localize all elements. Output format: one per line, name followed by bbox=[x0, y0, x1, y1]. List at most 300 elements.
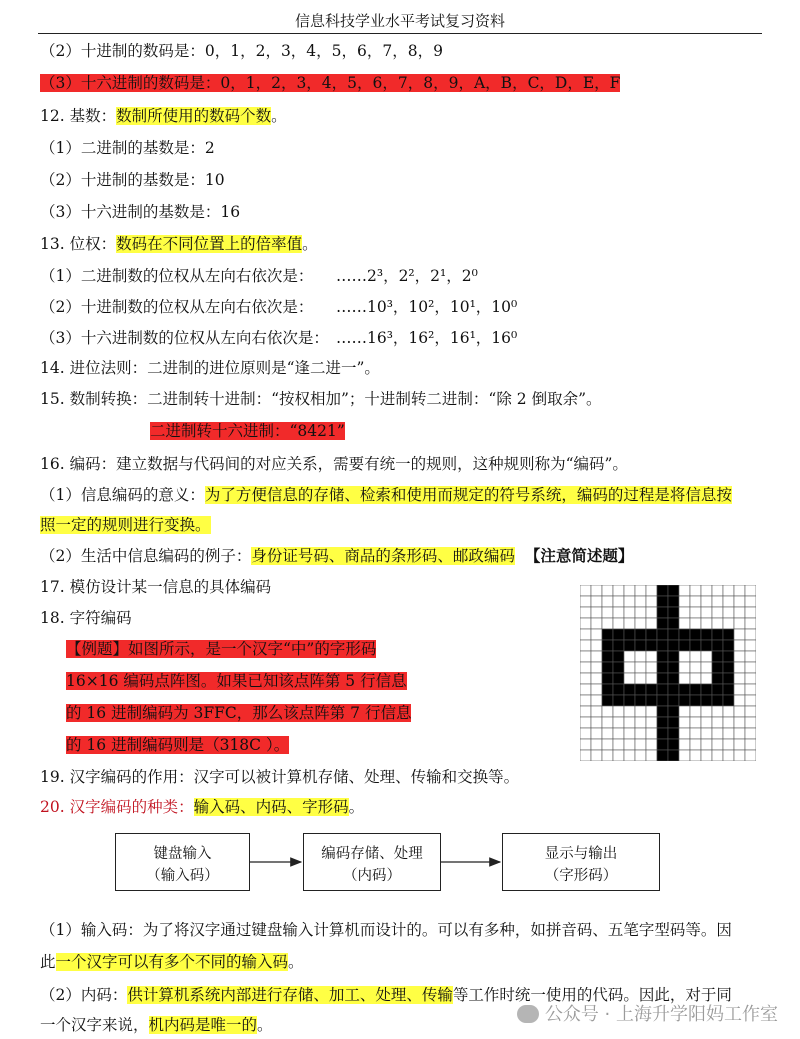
matrix-cell-on bbox=[657, 662, 668, 673]
matrix-cell-off bbox=[580, 618, 591, 629]
yellow-highlight: 机内码是唯一的 bbox=[148, 1016, 258, 1034]
matrix-cell-on bbox=[668, 673, 679, 684]
text-line: （1）输入码：为了将汉字通过键盘输入计算机而设计的。可以有多种，如拼音码、五笔字型码等。因 bbox=[40, 921, 732, 939]
matrix-cell-off bbox=[679, 739, 690, 750]
matrix-cell-off bbox=[734, 651, 745, 662]
matrix-cell-on bbox=[712, 695, 723, 706]
matrix-cell-off bbox=[646, 706, 657, 717]
matrix-cell-off bbox=[602, 585, 613, 596]
matrix-cell-off bbox=[613, 596, 624, 607]
matrix-cell-off bbox=[602, 750, 613, 761]
matrix-cell-off bbox=[745, 717, 756, 728]
text-line bbox=[40, 264, 478, 288]
matrix-cell-off bbox=[646, 662, 657, 673]
matrix-cell-off bbox=[734, 596, 745, 607]
matrix-cell-off bbox=[646, 651, 657, 662]
matrix-cell-off bbox=[679, 585, 690, 596]
matrix-cell-on bbox=[635, 629, 646, 640]
matrix-cell-off bbox=[734, 640, 745, 651]
matrix-cell-off bbox=[745, 607, 756, 618]
matrix-cell-off bbox=[591, 618, 602, 629]
yellow-highlight: 照一定的规则进行变换。 bbox=[40, 516, 211, 534]
matrix-cell-off bbox=[712, 618, 723, 629]
matrix-cell-off bbox=[646, 618, 657, 629]
matrix-cell-on bbox=[646, 695, 657, 706]
matrix-cell-on bbox=[690, 695, 701, 706]
matrix-cell-off bbox=[701, 585, 712, 596]
matrix-cell-on bbox=[712, 662, 723, 673]
matrix-cell-on bbox=[657, 618, 668, 629]
matrix-cell-off bbox=[723, 739, 734, 750]
matrix-cell-on bbox=[657, 728, 668, 739]
matrix-cell-off bbox=[646, 728, 657, 739]
label: （2）内码： bbox=[40, 986, 128, 1004]
yellow-highlight: 身份证号码、商品的条形码、邮政编码 bbox=[251, 547, 515, 565]
matrix-cell-on bbox=[602, 695, 613, 706]
matrix-cell-on bbox=[668, 640, 679, 651]
matrix-cell-off bbox=[712, 596, 723, 607]
matrix-cell-off bbox=[679, 618, 690, 629]
matrix-cell-on bbox=[668, 750, 679, 761]
matrix-cell-on bbox=[602, 651, 613, 662]
matrix-cell-off bbox=[613, 750, 624, 761]
matrix-cell-on bbox=[668, 695, 679, 706]
matrix-cell-off bbox=[701, 717, 712, 728]
matrix-cell-on bbox=[657, 706, 668, 717]
matrix-cell-on bbox=[712, 673, 723, 684]
matrix-cell-off bbox=[690, 596, 701, 607]
text-line bbox=[40, 950, 304, 974]
matrix-cell-off bbox=[723, 596, 734, 607]
matrix-cell-on bbox=[723, 662, 734, 673]
text-line bbox=[66, 733, 289, 757]
matrix-cell-off bbox=[712, 717, 723, 728]
matrix-cell-off bbox=[734, 662, 745, 673]
matrix-cell-on bbox=[668, 662, 679, 673]
matrix-cell-off bbox=[723, 618, 734, 629]
matrix-cell-off bbox=[624, 651, 635, 662]
matrix-cell-on bbox=[657, 684, 668, 695]
yellow-highlight: 数码在不同位置上的倍率值 bbox=[116, 235, 303, 253]
matrix-cell-on bbox=[723, 673, 734, 684]
matrix-cell-off bbox=[635, 596, 646, 607]
matrix-cell-off bbox=[635, 728, 646, 739]
matrix-cell-on bbox=[602, 673, 613, 684]
matrix-cell-off bbox=[624, 618, 635, 629]
matrix-cell-off bbox=[624, 717, 635, 728]
matrix-cell-off bbox=[701, 728, 712, 739]
matrix-cell-off bbox=[591, 739, 602, 750]
matrix-cell-off bbox=[602, 728, 613, 739]
matrix-cell-off bbox=[679, 673, 690, 684]
matrix-cell-off bbox=[613, 585, 624, 596]
matrix-cell-off bbox=[624, 750, 635, 761]
yellow-highlight: 数制所使用的数码个数 bbox=[116, 107, 272, 125]
matrix-cell-off bbox=[580, 596, 591, 607]
matrix-cell-off bbox=[624, 596, 635, 607]
weights: ……10³，10²，10¹，10⁰ bbox=[336, 298, 518, 316]
matrix-cell-on bbox=[613, 662, 624, 673]
matrix-cell-off bbox=[723, 717, 734, 728]
matrix-cell-off bbox=[591, 728, 602, 739]
matrix-cell-on bbox=[657, 750, 668, 761]
matrix-cell-on bbox=[679, 684, 690, 695]
matrix-cell-off bbox=[613, 728, 624, 739]
matrix-cell-off bbox=[734, 739, 745, 750]
matrix-cell-off bbox=[580, 684, 591, 695]
matrix-cell-on bbox=[657, 607, 668, 618]
matrix-cell-on bbox=[679, 640, 690, 651]
text-line bbox=[40, 513, 211, 537]
matrix-cell-off bbox=[613, 739, 624, 750]
text-line bbox=[66, 701, 411, 725]
matrix-cell-off bbox=[635, 618, 646, 629]
label: （2）十进制数的位权从左向右依次是： bbox=[40, 298, 314, 316]
punct: 。 bbox=[348, 798, 365, 816]
matrix-cell-off bbox=[723, 728, 734, 739]
matrix-cell-on bbox=[635, 684, 646, 695]
watermark-text: 公众号 · 上海升学阳妈工作室 bbox=[544, 1004, 778, 1025]
weights: ……2³，2²，2¹，2⁰ bbox=[336, 267, 478, 285]
text-line bbox=[40, 1013, 273, 1037]
matrix-cell-on bbox=[668, 739, 679, 750]
matrix-cell-off bbox=[591, 596, 602, 607]
matrix-cell-off bbox=[602, 739, 613, 750]
matrix-cell-off bbox=[624, 585, 635, 596]
matrix-cell-off bbox=[701, 739, 712, 750]
zhong-dot-matrix bbox=[580, 585, 756, 761]
matrix-cell-off bbox=[712, 585, 723, 596]
yellow-highlight: 一个汉字可以有多个不同的输入码 bbox=[55, 953, 289, 971]
matrix-cell-off bbox=[580, 706, 591, 717]
matrix-cell-on bbox=[668, 618, 679, 629]
matrix-cell-off bbox=[624, 662, 635, 673]
matrix-cell-off bbox=[635, 651, 646, 662]
matrix-cell-on bbox=[657, 695, 668, 706]
matrix-cell-on bbox=[602, 684, 613, 695]
matrix-cell-off bbox=[580, 640, 591, 651]
matrix-cell-off bbox=[734, 717, 745, 728]
matrix-cell-off bbox=[580, 695, 591, 706]
text-line: 17. 模仿设计某一信息的具体编码 bbox=[40, 578, 272, 596]
matrix-cell-off bbox=[580, 651, 591, 662]
matrix-cell-off bbox=[591, 585, 602, 596]
matrix-cell-on bbox=[723, 695, 734, 706]
matrix-cell-on bbox=[602, 629, 613, 640]
matrix-cell-off bbox=[646, 750, 657, 761]
matrix-cell-off bbox=[624, 706, 635, 717]
matrix-cell-on bbox=[635, 695, 646, 706]
matrix-cell-on bbox=[712, 629, 723, 640]
matrix-cell-off bbox=[745, 739, 756, 750]
text-line: （2）十进制的基数是：10 bbox=[40, 171, 225, 189]
text: 一个汉字来说， bbox=[40, 1016, 149, 1034]
matrix-cell-on bbox=[602, 662, 613, 673]
matrix-cell-on bbox=[690, 684, 701, 695]
flow-box-subtitle: （内码） bbox=[343, 868, 401, 884]
matrix-cell-off bbox=[734, 629, 745, 640]
matrix-cell-on bbox=[723, 651, 734, 662]
matrix-cell-off bbox=[690, 728, 701, 739]
matrix-cell-on bbox=[657, 596, 668, 607]
yellow-highlight: 供计算机系统内部进行存储、加工、处理、传输 bbox=[127, 986, 453, 1004]
matrix-cell-on bbox=[624, 640, 635, 651]
text-line: （1）二进制的基数是：2 bbox=[40, 139, 215, 157]
flow-arrows bbox=[0, 850, 800, 880]
matrix-cell-on bbox=[679, 695, 690, 706]
matrix-cell-off bbox=[712, 750, 723, 761]
matrix-cell-on bbox=[613, 651, 624, 662]
matrix-cell-on bbox=[668, 651, 679, 662]
label: （2）生活中信息编码的例子： bbox=[40, 547, 252, 565]
weights: ……16³，16²，16¹，16⁰ bbox=[336, 329, 518, 347]
matrix-cell-off bbox=[734, 684, 745, 695]
matrix-cell-on bbox=[646, 684, 657, 695]
matrix-cell-off bbox=[690, 618, 701, 629]
matrix-cell-off bbox=[613, 618, 624, 629]
matrix-cell-off bbox=[591, 684, 602, 695]
heading-20: 20. 汉字编码的种类： bbox=[40, 798, 194, 816]
matrix-cell-on bbox=[690, 640, 701, 651]
matrix-cell-off bbox=[602, 618, 613, 629]
flow-box-title: 键盘输入 bbox=[153, 846, 212, 862]
matrix-cell-on bbox=[613, 673, 624, 684]
note-bracket: 【注意简述题】 bbox=[524, 546, 634, 565]
matrix-cell-off bbox=[591, 717, 602, 728]
matrix-cell-off bbox=[580, 739, 591, 750]
matrix-cell-off bbox=[613, 717, 624, 728]
matrix-cell-on bbox=[657, 585, 668, 596]
matrix-cell-on bbox=[646, 629, 657, 640]
matrix-cell-off bbox=[690, 662, 701, 673]
matrix-cell-on bbox=[701, 695, 712, 706]
matrix-cell-off bbox=[723, 607, 734, 618]
matrix-cell-off bbox=[712, 607, 723, 618]
matrix-cell-off bbox=[602, 607, 613, 618]
punct: 。 bbox=[288, 953, 304, 971]
matrix-cell-off bbox=[723, 750, 734, 761]
matrix-cell-off bbox=[591, 662, 602, 673]
flow-box-title: 编码存储、处理 bbox=[321, 846, 423, 862]
text-line: 16. 编码：建立数据与代码间的对应关系，需要有统一的规则，这种规则称为“编码”。 bbox=[40, 455, 628, 473]
matrix-cell-off bbox=[745, 750, 756, 761]
matrix-cell-off bbox=[712, 739, 723, 750]
matrix-cell-off bbox=[690, 739, 701, 750]
matrix-cell-off bbox=[745, 585, 756, 596]
matrix-cell-off bbox=[591, 673, 602, 684]
matrix-cell-off bbox=[624, 673, 635, 684]
text-line: 15. 数制转换：二进制转十进制：“按权相加”；十进制转二进制：“除 2 倒取余”。 bbox=[40, 390, 602, 408]
text-line: （2）十进制的数码是：0，1，2，3，4，5，6，7，8，9 bbox=[40, 42, 443, 60]
matrix-cell-on bbox=[646, 640, 657, 651]
punct: 。 bbox=[257, 1016, 273, 1034]
matrix-cell-on bbox=[668, 684, 679, 695]
matrix-cell-on bbox=[624, 629, 635, 640]
red-highlight: 16×16 编码点阵图。如果已知该点阵第 5 行信息 bbox=[66, 672, 407, 690]
punct: 。 bbox=[302, 235, 318, 253]
matrix-cell-off bbox=[580, 662, 591, 673]
text-line bbox=[40, 232, 318, 256]
matrix-cell-off bbox=[690, 651, 701, 662]
matrix-cell-on bbox=[657, 673, 668, 684]
matrix-cell-off bbox=[701, 596, 712, 607]
matrix-cell-off bbox=[690, 607, 701, 618]
flow-box-subtitle: （输入码） bbox=[146, 868, 219, 884]
matrix-cell-off bbox=[646, 596, 657, 607]
red-highlight: （3）十六进制的数码是：0，1，2，3，4，5，6，7，8，9，A，B，C，D，E，F bbox=[40, 74, 621, 92]
matrix-cell-off bbox=[635, 717, 646, 728]
header-divider bbox=[38, 33, 762, 34]
matrix-cell-off bbox=[613, 607, 624, 618]
red-highlight: 二进制转十六进制：“8421” bbox=[150, 422, 345, 440]
matrix-cell-on bbox=[690, 629, 701, 640]
text-line bbox=[40, 483, 732, 507]
matrix-cell-off bbox=[624, 607, 635, 618]
matrix-cell-off bbox=[635, 750, 646, 761]
matrix-cell-on bbox=[624, 695, 635, 706]
label: （1）二进制数的位权从左向右依次是： bbox=[40, 267, 314, 285]
matrix-cell-off bbox=[734, 607, 745, 618]
matrix-cell-off bbox=[591, 695, 602, 706]
matrix-cell-off bbox=[745, 640, 756, 651]
matrix-cell-off bbox=[591, 750, 602, 761]
matrix-cell-off bbox=[723, 706, 734, 717]
matrix-cell-off bbox=[690, 673, 701, 684]
red-highlight: 的 16 进制编码则是（318C ）。 bbox=[66, 736, 290, 754]
text: 此 bbox=[40, 953, 56, 971]
matrix-cell-off bbox=[591, 706, 602, 717]
matrix-cell-off bbox=[734, 673, 745, 684]
matrix-cell-off bbox=[701, 662, 712, 673]
matrix-cell-on bbox=[613, 684, 624, 695]
matrix-cell-off bbox=[712, 728, 723, 739]
matrix-cell-on bbox=[723, 640, 734, 651]
matrix-cell-off bbox=[635, 706, 646, 717]
matrix-cell-off bbox=[580, 585, 591, 596]
matrix-cell-off bbox=[679, 607, 690, 618]
matrix-cell-off bbox=[701, 673, 712, 684]
matrix-cell-off bbox=[679, 651, 690, 662]
matrix-cell-on bbox=[701, 629, 712, 640]
text-line bbox=[40, 104, 287, 128]
label: （1）信息编码的意义： bbox=[40, 486, 205, 504]
text-line: 18. 字符编码 bbox=[40, 609, 132, 627]
text-line bbox=[66, 637, 376, 661]
matrix-cell-off bbox=[580, 728, 591, 739]
matrix-cell-on bbox=[668, 717, 679, 728]
matrix-cell-off bbox=[679, 750, 690, 761]
text-line: （3）十六进制的基数是：16 bbox=[40, 203, 241, 221]
matrix-cell-on bbox=[613, 695, 624, 706]
matrix-cell-on bbox=[723, 629, 734, 640]
matrix-cell-off bbox=[701, 750, 712, 761]
matrix-cell-on bbox=[635, 640, 646, 651]
matrix-cell-off bbox=[745, 662, 756, 673]
matrix-cell-off bbox=[646, 585, 657, 596]
flow-box-subtitle: （字形码） bbox=[544, 868, 618, 884]
matrix-cell-off bbox=[635, 673, 646, 684]
matrix-cell-on bbox=[668, 596, 679, 607]
matrix-cell-off bbox=[734, 695, 745, 706]
heading-12: 12. 基数： bbox=[40, 107, 117, 125]
flow-box-title: 显示与输出 bbox=[544, 846, 618, 862]
matrix-cell-off bbox=[580, 607, 591, 618]
matrix-cell-off bbox=[745, 695, 756, 706]
text-line bbox=[66, 669, 407, 693]
matrix-cell-off bbox=[701, 706, 712, 717]
matrix-cell-off bbox=[646, 717, 657, 728]
matrix-cell-off bbox=[679, 728, 690, 739]
matrix-cell-off bbox=[701, 607, 712, 618]
matrix-cell-off bbox=[690, 706, 701, 717]
matrix-cell-off bbox=[602, 706, 613, 717]
page-header-title: 信息科技学业水平考试复习资料 bbox=[294, 12, 505, 30]
matrix-cell-off bbox=[734, 706, 745, 717]
matrix-cell-on bbox=[624, 684, 635, 695]
matrix-cell-off bbox=[591, 640, 602, 651]
matrix-cell-off bbox=[745, 618, 756, 629]
matrix-cell-off bbox=[745, 684, 756, 695]
matrix-cell-off bbox=[734, 750, 745, 761]
matrix-cell-off bbox=[646, 607, 657, 618]
red-highlight: 【例题】如图所示，是一个汉字“中”的字形码 bbox=[66, 640, 377, 658]
matrix-cell-off bbox=[701, 651, 712, 662]
matrix-cell-off bbox=[679, 662, 690, 673]
matrix-cell-on bbox=[657, 629, 668, 640]
matrix-cell-on bbox=[712, 684, 723, 695]
matrix-cell-on bbox=[668, 629, 679, 640]
matrix-cell-off bbox=[679, 706, 690, 717]
matrix-cell-off bbox=[690, 717, 701, 728]
matrix-cell-off bbox=[745, 728, 756, 739]
watermark bbox=[517, 1000, 778, 1026]
matrix-cell-off bbox=[602, 596, 613, 607]
matrix-cell-on bbox=[657, 640, 668, 651]
matrix-cell-off bbox=[734, 585, 745, 596]
matrix-cell-off bbox=[635, 662, 646, 673]
matrix-cell-off bbox=[745, 673, 756, 684]
matrix-cell-on bbox=[668, 706, 679, 717]
matrix-cell-off bbox=[580, 673, 591, 684]
matrix-cell-off bbox=[580, 629, 591, 640]
matrix-cell-off bbox=[734, 728, 745, 739]
punct: 。 bbox=[271, 107, 287, 125]
red-highlight: 的 16 进制编码为 3FFC，那么该点阵第 7 行信息 bbox=[66, 704, 412, 722]
matrix-cell-on bbox=[712, 651, 723, 662]
matrix-cell-off bbox=[591, 651, 602, 662]
matrix-cell-off bbox=[646, 673, 657, 684]
matrix-cell-on bbox=[723, 684, 734, 695]
matrix-cell-off bbox=[701, 618, 712, 629]
label: （3）十六进制数的位权从左向右依次是： bbox=[40, 329, 329, 347]
wechat-icon bbox=[517, 1005, 539, 1023]
matrix-cell-off bbox=[690, 585, 701, 596]
matrix-cell-on bbox=[657, 717, 668, 728]
text: 等工作时统一使用的代码。因此，对于同 bbox=[452, 986, 732, 1004]
text-line bbox=[40, 295, 518, 319]
text-line bbox=[40, 326, 518, 350]
matrix-cell-off bbox=[602, 717, 613, 728]
matrix-cell-off bbox=[591, 607, 602, 618]
matrix-cell-off bbox=[580, 750, 591, 761]
matrix-cell-off bbox=[745, 651, 756, 662]
heading-13: 13. 位权： bbox=[40, 235, 117, 253]
matrix-cell-on bbox=[668, 607, 679, 618]
matrix-cell-on bbox=[701, 640, 712, 651]
matrix-cell-on bbox=[613, 629, 624, 640]
matrix-cell-off bbox=[734, 618, 745, 629]
yellow-highlight: 为了方便信息的存储、检索和使用而规定的符号系统，编码的过程是将信息按 bbox=[204, 486, 732, 504]
